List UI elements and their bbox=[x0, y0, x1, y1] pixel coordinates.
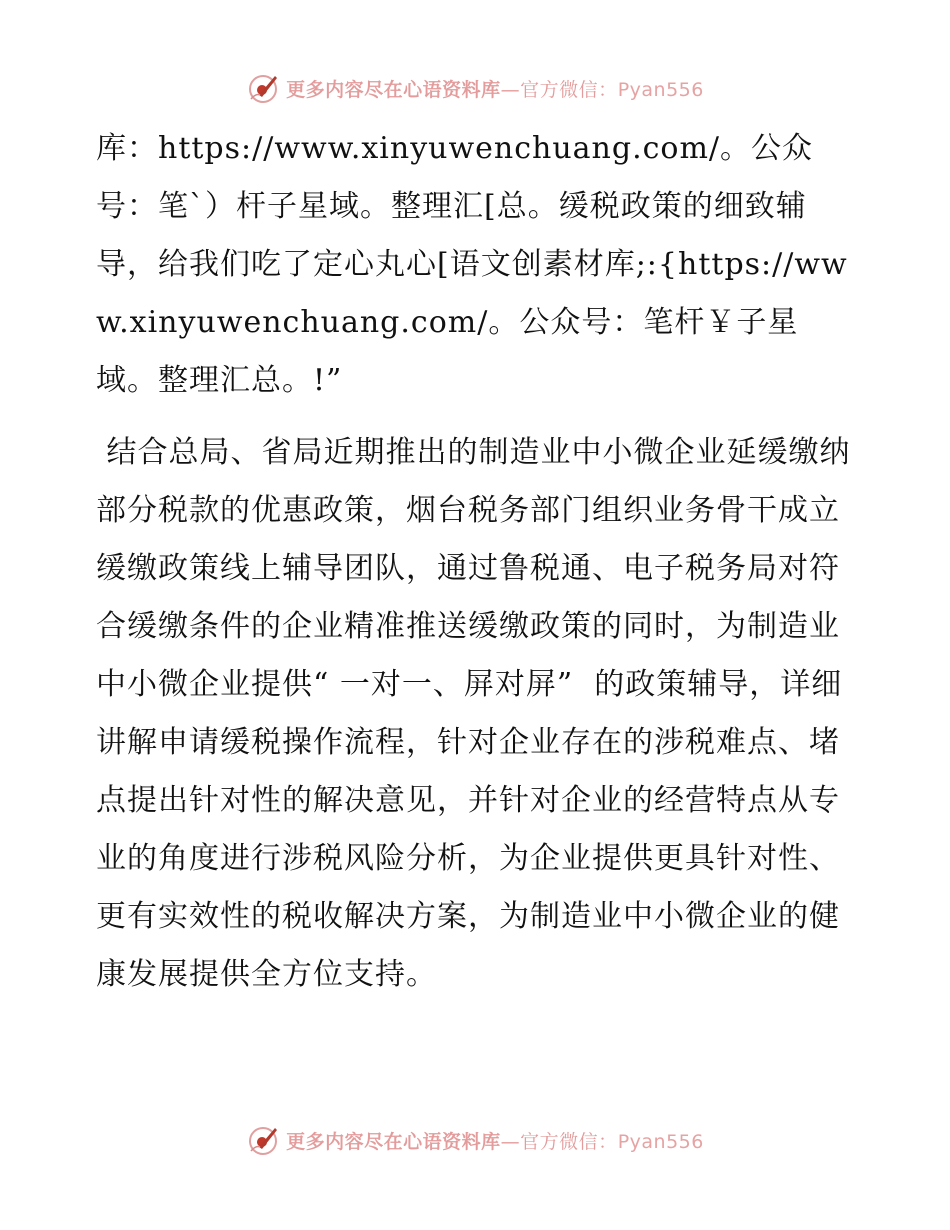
watermark-dash: — bbox=[500, 78, 521, 101]
document-body bbox=[96, 120, 856, 1004]
watermark-text bbox=[286, 1127, 704, 1154]
watermark-text bbox=[286, 75, 704, 102]
quill-logo-icon bbox=[246, 71, 280, 105]
footer-watermark bbox=[0, 1120, 950, 1160]
watermark-main: 更多内容尽在心语资料库 bbox=[286, 78, 501, 101]
paragraph-1: 库：https://www.xinyuwenchuang.com/。公众号：笔`）杆子星域。整理汇[总。缓税政策的细致辅导，给我们吃了定心丸心[语文创素材库;:{https://www.xinyuwenchuang.com/。公众号：笔杆￥子星域。整理汇总。!” bbox=[96, 131, 848, 398]
watermark-wechat-label: 官方微信： bbox=[520, 78, 618, 101]
watermark-wechat-label: 官方微信： bbox=[520, 1130, 618, 1153]
watermark-wechat-id: Pyan556 bbox=[617, 1130, 704, 1153]
header-watermark bbox=[0, 68, 950, 108]
paragraph-2: 结合总局、省局近期推出的制造业中小微企业延缓缴纳部分税款的优惠政策，烟台税务部门组织业务骨干成立缓缴政策线上辅导团队，通过鲁税通、电子税务局对符合缓缴条件的企业精准推送缓缴政策的同时，为制造业中小微企业提供“ 一对一、屏对屏” 的政策辅导，详细讲解申请缓税操作流程，针对企业存在的涉税难点、堵点提出针对性的解决意见，并针对企业的经营特点从专业的角度进行涉税风险分析，为企业提供更具针对性、更有实效性的税收解决方案，为制造业中小微企业的健康发展提供全方位支持。 bbox=[96, 435, 851, 992]
watermark-wechat-id: Pyan556 bbox=[617, 78, 704, 101]
quill-logo-icon bbox=[246, 1123, 280, 1157]
watermark-dash: — bbox=[500, 1130, 521, 1153]
watermark-main: 更多内容尽在心语资料库 bbox=[286, 1130, 501, 1153]
